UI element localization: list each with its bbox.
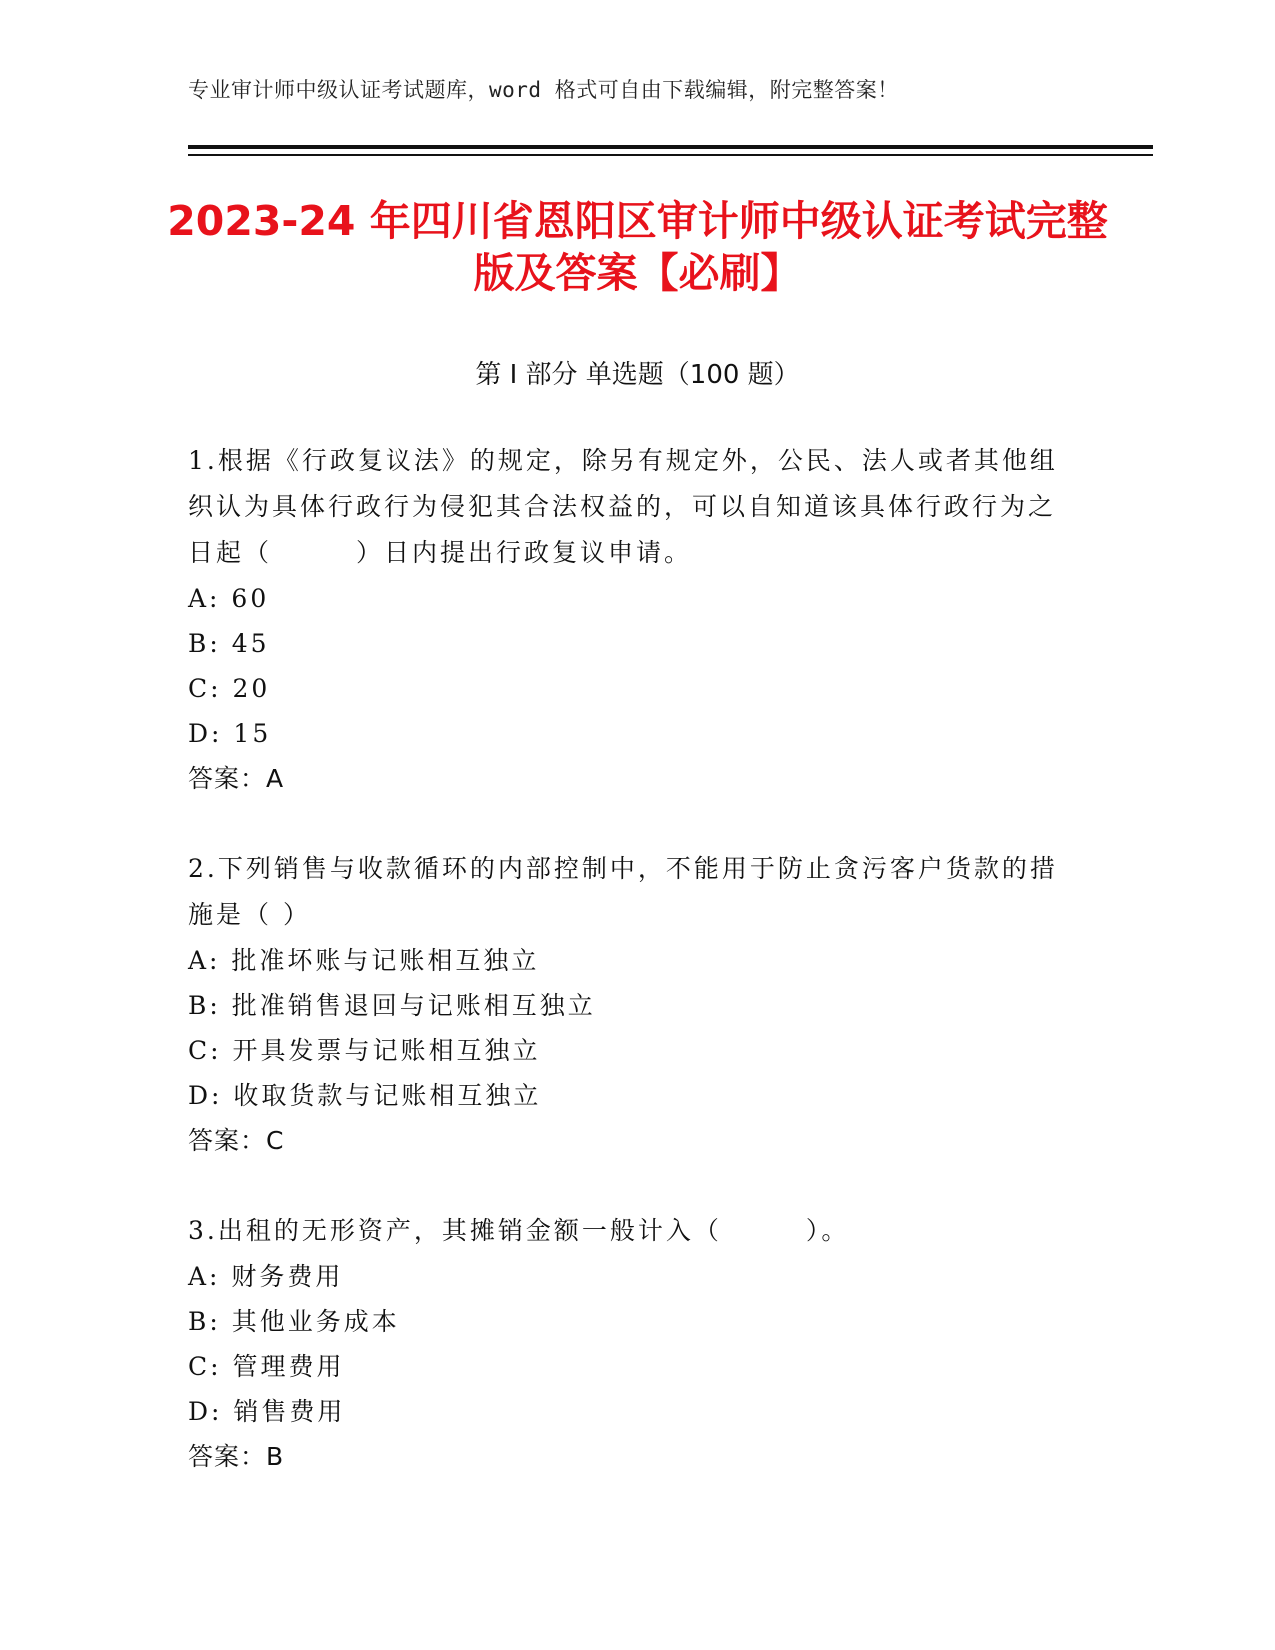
option-b: B: 45 (188, 629, 270, 658)
option-d: D: 15 (188, 719, 272, 748)
option-b: B: 其他业务成本 (188, 1307, 400, 1336)
option-a: A: 批准坏账与记账相互独立 (188, 946, 540, 975)
question-stem: 2.下列销售与收款循环的内部控制中，不能用于防止贪污客户货款的措施是（ ） (188, 854, 1058, 929)
question-stem: 1.根据《行政复议法》的规定，除另有规定外，公民、法人或者其他组织认为具体行政行为侵犯其合法权益的，可以自知道该具体行政行为之日起（ ）日内提出行政复议申请。 (188, 446, 1058, 567)
question-list (188, 438, 1068, 1479)
header-rule-thin (188, 154, 1153, 156)
question-stem: 3.出租的无形资产，其摊销金额一般计入（ ）。 (188, 1216, 850, 1245)
option-c: C: 开具发票与记账相互独立 (188, 1036, 541, 1065)
answer: 答案：C (188, 1126, 285, 1155)
option-d: D: 销售费用 (188, 1397, 346, 1426)
option-d: D: 收取货款与记账相互独立 (188, 1081, 542, 1110)
option-a: A: 60 (188, 584, 270, 613)
option-c: C: 20 (188, 674, 271, 703)
question-3 (188, 1208, 1068, 1479)
header-rule-thick (188, 145, 1153, 149)
question-1 (188, 438, 1068, 801)
header-note: 专业审计师中级认证考试题库，word 格式可自由下载编辑，附完整答案！ (188, 78, 899, 102)
option-a: A: 财务费用 (188, 1262, 344, 1291)
answer: 答案：A (188, 764, 285, 793)
document-title: 2023-24 年四川省恩阳区审计师中级认证考试完整版及答案【必刷】 (167, 197, 1108, 297)
section-title: 第 I 部分 单选题（100 题） (475, 360, 800, 390)
answer: 答案：B (188, 1442, 285, 1471)
option-b: B: 批准销售退回与记账相互独立 (188, 991, 596, 1020)
question-2 (188, 846, 1068, 1163)
option-c: C: 管理费用 (188, 1352, 345, 1381)
